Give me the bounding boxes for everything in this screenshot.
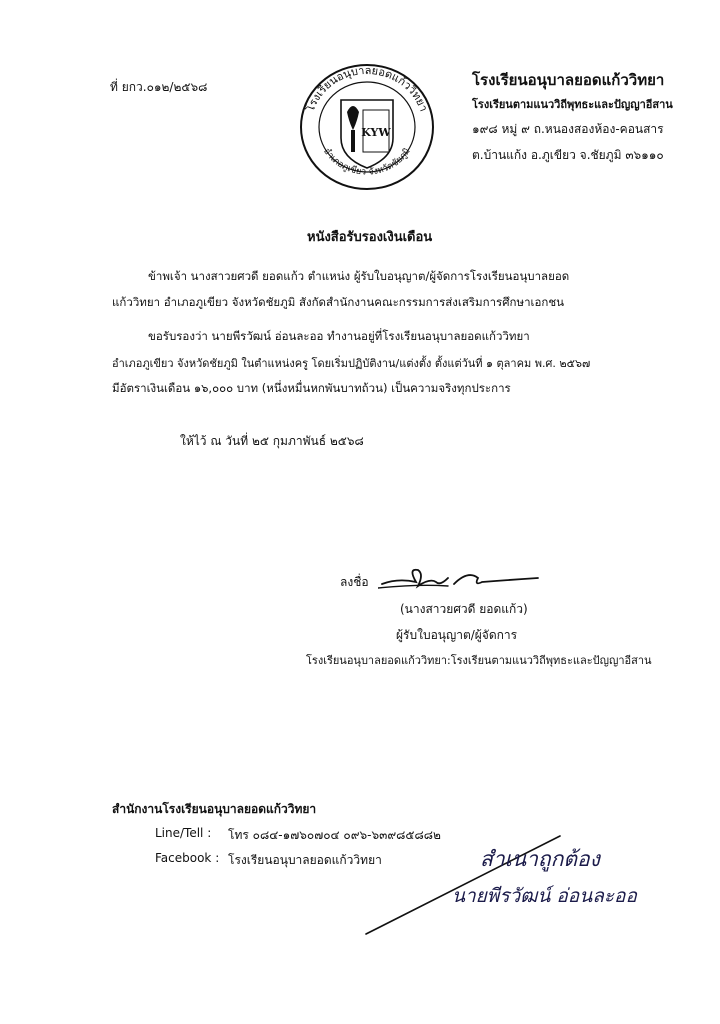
seal-ring-top-text: โรงเรียนอนุบาลยอดแก้ววิทยา <box>303 63 431 114</box>
reference-number: ที่ ยกว.๐๑๒/๒๕๖๘ <box>110 80 208 94</box>
school-subtitle: โรงเรียนตามแนววิถีพุทธะและปัญญาอีสาน <box>472 98 673 111</box>
paragraph-1-line-1: ข้าพเจ้า นางสาวยศวดี ยอดแก้ว ตำแหน่ง ผู้รับใบอนุญาต/ผู้จัดการโรงเรียนอนุบาลยอด <box>148 269 570 283</box>
document-title: หนังสือรับรองเงินเดือน <box>307 230 433 245</box>
facebook-value: โรงเรียนอนุบาลยอดแก้ววิทยา <box>228 853 382 867</box>
handwritten-name: นายพีรวัฒน์ อ่อนละออ <box>452 885 637 907</box>
signer-school: โรงเรียนอนุบาลยอดแก้ววิทยา:โรงเรียนตามแนววิถีพุทธะและปัญญาอีสาน <box>306 654 652 667</box>
school-seal <box>297 60 437 195</box>
handwritten-copy-certified: สำเนาถูกต้อง <box>480 847 600 871</box>
signer-position: ผู้รับใบอนุญาต/ผู้จัดการ <box>396 628 518 642</box>
facebook-label: Facebook : <box>155 851 220 865</box>
handwritten-certification <box>360 830 650 940</box>
paragraph-2-line-2: อำเภอภูเขียว จังหวัดชัยภูมิ ในตำแหน่งครู โดยเริ่มปฏิบัติงาน/แต่งตั้ง ตั้งแต่วันที่ ๑ ตุลาคม พ.ศ. ๒๕๖๗ <box>112 357 591 370</box>
seal-crown-icon <box>347 106 359 130</box>
seal-monogram: KYW <box>361 126 391 139</box>
address-line-1: ๑๙๘ หมู่ ๙ ถ.หนองสองห้อง-คอนสาร <box>472 122 664 136</box>
office-name: สำนักงานโรงเรียนอนุบาลยอดแก้ววิทยา <box>112 802 317 816</box>
seal-ring-bottom-text: อำเภอภูเขียว จังหวัดชัยภูมิ <box>321 146 413 178</box>
signer-name: (นางสาวยศวดี ยอดแก้ว) <box>400 602 528 616</box>
given-date: ให้ไว้ ณ วันที่ ๒๕ กุมภาพันธ์ ๒๕๖๘ <box>180 434 364 448</box>
school-name: โรงเรียนอนุบาลยอดแก้ววิทยา <box>472 71 665 89</box>
sign-label: ลงชื่อ <box>340 575 369 589</box>
line-contact-value: โทร ๐๘๔-๑๗๖๐๗๐๔ ๐๙๖-๖๓๙๘๕๘๘๒ <box>228 828 441 842</box>
signature-scribble <box>378 560 548 600</box>
paragraph-2-line-1: ขอรับรองว่า นายพีรวัฒน์ อ่อนละออ ทำงานอยู่ที่โรงเรียนอนุบาลยอดแก้ววิทยา <box>148 329 530 343</box>
paragraph-1-line-2: แก้ววิทยา อำเภอภูเขียว จังหวัดชัยภูมิ สังกัดสำนักงานคณะกรรมการส่งเสริมการศึกษาเอกชน <box>112 295 564 309</box>
paragraph-2-line-3: มีอัตราเงินเดือน ๑๖,๐๐๐ บาท (หนึ่งหมื่นหกพันบาทถ้วน) เป็นความจริงทุกประการ <box>112 381 511 395</box>
address-line-2: ต.บ้านแก้ง อ.ภูเขียว จ.ชัยภูมิ ๓๖๑๑๐ <box>472 148 664 162</box>
line-contact-label: Line/Tell : <box>155 826 212 840</box>
